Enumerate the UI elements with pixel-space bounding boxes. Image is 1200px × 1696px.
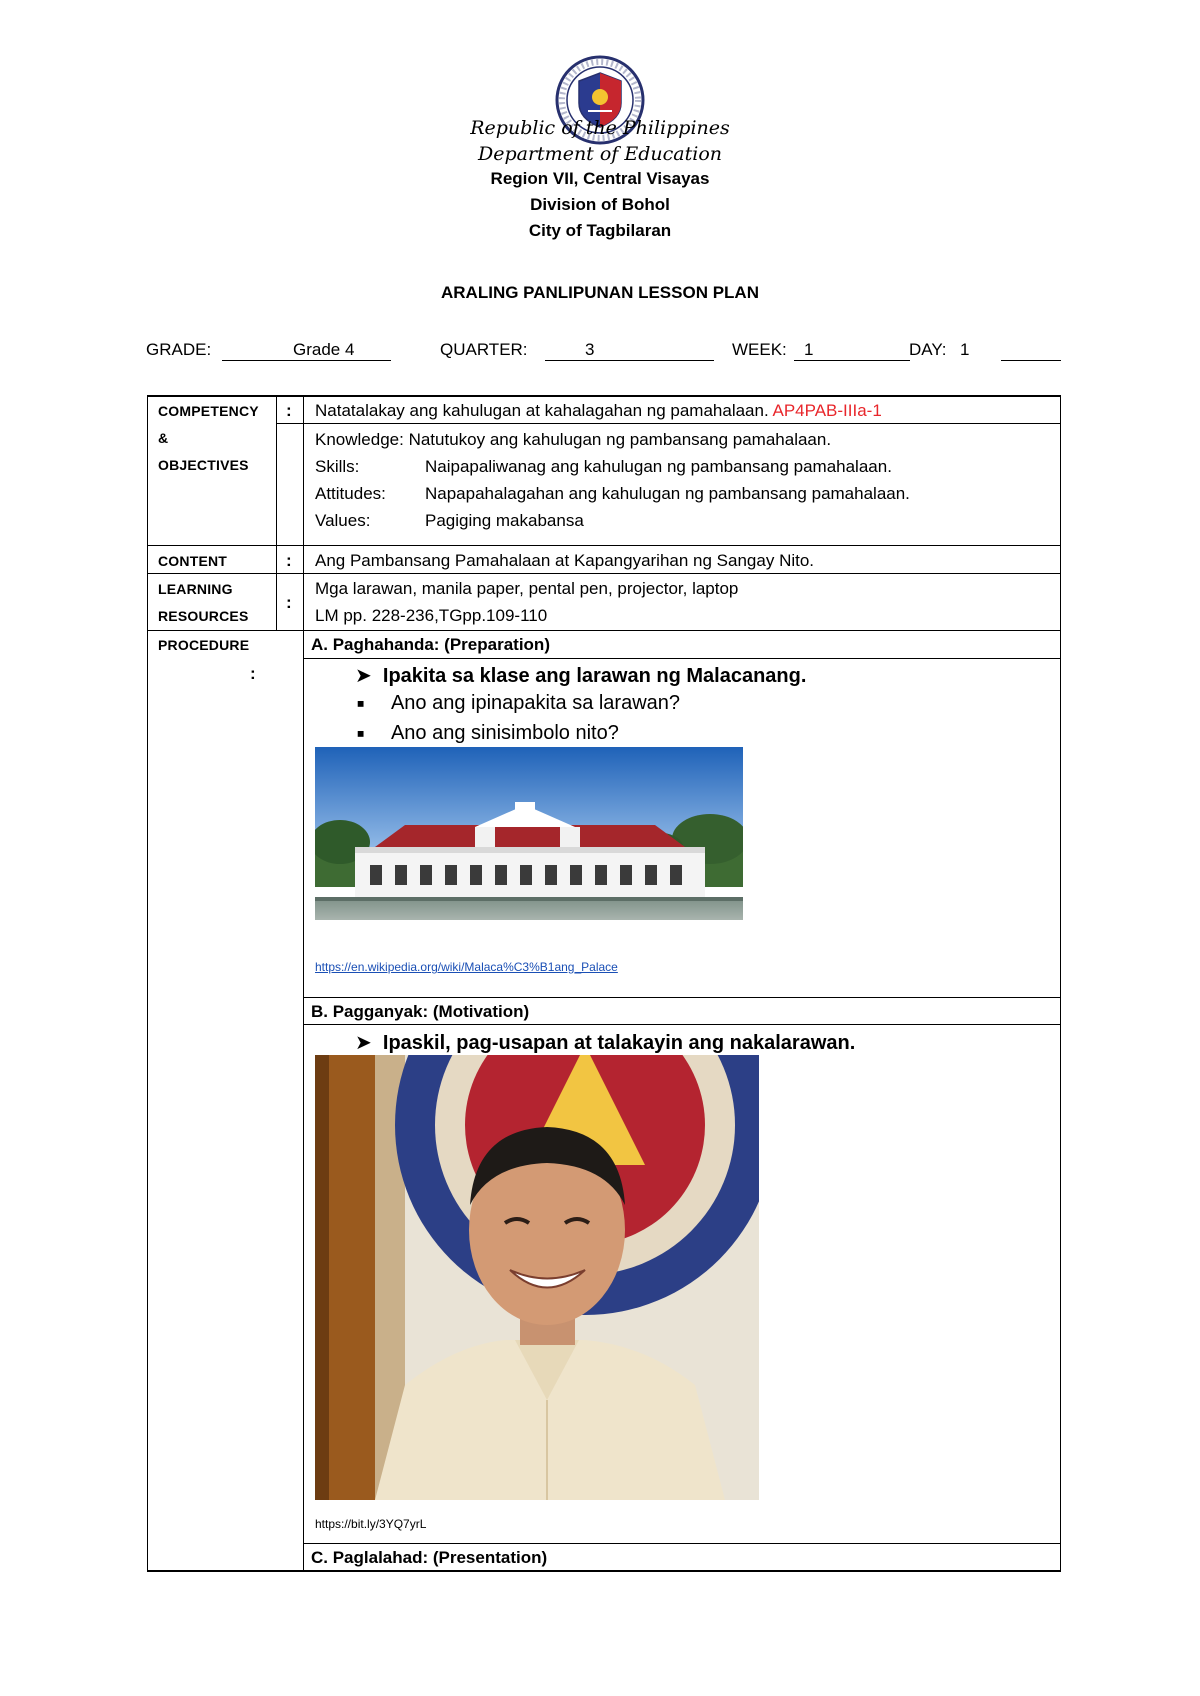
objective-attitudes-key: Attitudes: [315, 484, 386, 503]
quarter-label: QUARTER: [440, 340, 528, 359]
competency-code: AP4PAB-IIIa-1 [772, 401, 882, 420]
quarter-value: 3 [585, 340, 595, 359]
learning-label: LEARNING [158, 581, 233, 597]
section-b-item-1: ➤ Ipaskil, pag-usapan at talakayin ang nakalarawan. [355, 1032, 856, 1054]
content-text: Ang Pambansang Pamahalaan at Kapangyarihan ng Sangay Nito. [315, 551, 815, 570]
arrow-bullet-icon: ➤ [355, 665, 372, 687]
section-a-item-1: ➤ Ipakita sa klase ang larawan ng Malacanang. [355, 665, 807, 687]
competency-text: Natatalakay ang kahulugan at kahalagahan ng pamahalaan. AP4PAB-IIIa-1 [315, 401, 882, 420]
competency-colon: : [286, 401, 292, 420]
section-b-title: B. Pagganyak: (Motivation) [311, 1002, 530, 1021]
resources-label: RESOURCES [158, 608, 249, 624]
procedure-colon: : [250, 664, 256, 683]
square-bullet-icon: ■ [357, 696, 365, 711]
objective-values-value: Pagiging makabansa [425, 511, 584, 530]
grade-label: GRADE: [146, 340, 212, 359]
president-portrait-image [315, 1055, 759, 1500]
resources-line1: Mga larawan, manila paper, pental pen, projector, laptop [315, 579, 739, 598]
city-line: City of Tagbilaran [528, 221, 672, 240]
objective-values-key: Values: [315, 511, 371, 530]
republic-line: Republic of the Philippines [470, 117, 730, 139]
content-colon: : [286, 551, 292, 570]
section-a-item-3: ■ Ano ang sinisimbolo nito? [357, 722, 619, 744]
ampersand-label: & [158, 430, 169, 446]
section-a-item-2: ■ Ano ang ipinapakita sa larawan? [357, 692, 681, 714]
grade-value: Grade 4 [293, 340, 355, 359]
region-line: Region VII, Central Visayas [490, 169, 710, 188]
week-value: 1 [804, 340, 814, 359]
week-label: WEEK: [732, 340, 787, 359]
division-line: Division of Bohol [530, 195, 670, 214]
department-line: Department of Education [478, 143, 722, 165]
resources-line2: LM pp. 228-236,TGpp.109-110 [315, 606, 548, 625]
section-c-title: C. Paglalahad: (Presentation) [311, 1548, 548, 1567]
content-label: CONTENT [158, 553, 228, 569]
competency-label: COMPETENCY [158, 403, 259, 419]
page-title: ARALING PANLIPUNAN LESSON PLAN [441, 283, 759, 302]
malacanang-palace-image [315, 747, 743, 920]
section-a-title: A. Paghahanda: (Preparation) [311, 635, 550, 654]
square-bullet-icon: ■ [357, 726, 365, 741]
objectives-label: OBJECTIVES [158, 457, 249, 473]
portrait-source-link[interactable]: https://bit.ly/3YQ7yrL [315, 1517, 427, 1531]
objective-knowledge: Knowledge: Natutukoy ang kahulugan ng pambansang pamahalaan. [315, 430, 832, 449]
objective-attitudes-value: Napapahalagahan ang kahulugan ng pambansang pamahalaan. [425, 484, 910, 503]
malacanang-source-link[interactable]: https://en.wikipedia.org/wiki/Malaca%C3%B1ang_Palace [315, 960, 618, 974]
day-value: 1 [960, 340, 970, 359]
resources-colon: : [286, 593, 292, 612]
procedure-label: PROCEDURE [158, 637, 250, 653]
objective-skills-value: Naipapaliwanag ang kahulugan ng pambansang pamahalaan. [425, 457, 892, 476]
day-label: DAY: [909, 340, 947, 359]
objective-skills-key: Skills: [315, 457, 360, 476]
arrow-bullet-icon: ➤ [355, 1032, 372, 1054]
